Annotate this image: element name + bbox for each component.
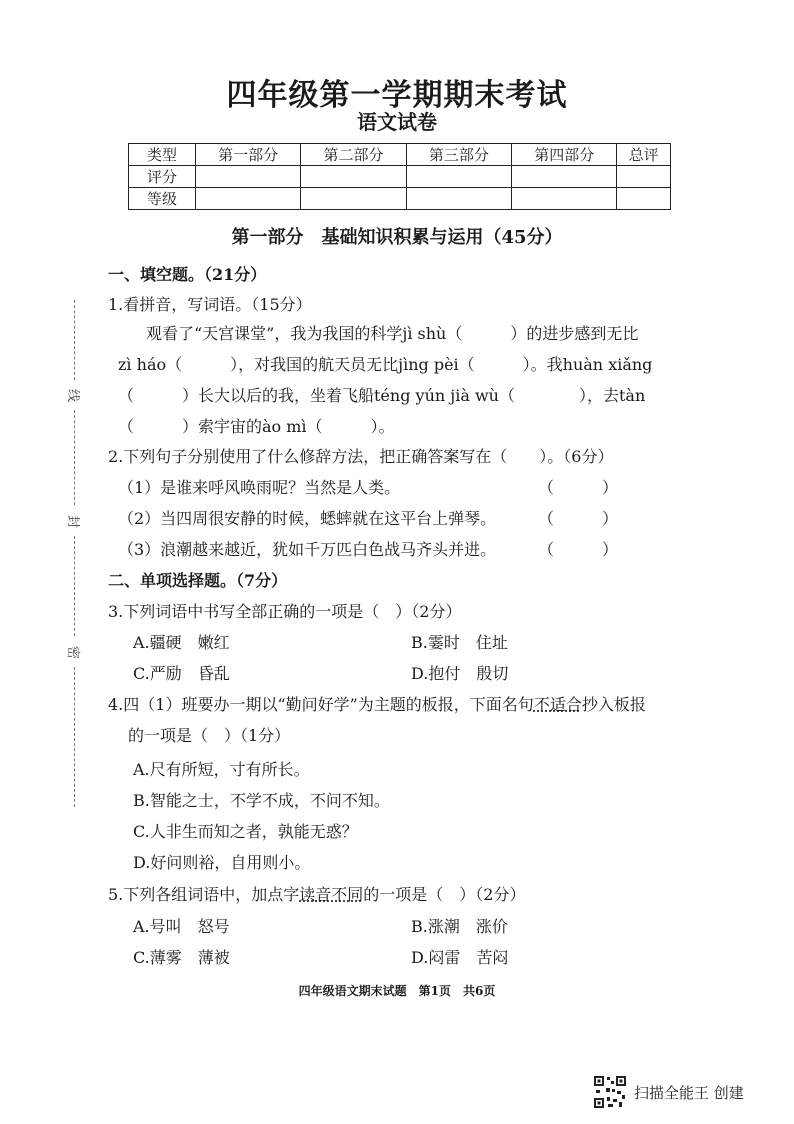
binding-label: 线 [65,388,81,403]
q2-item: （2）当四周很安静的时候，蟋蟀就在这平台上弹琴。 [118,509,497,528]
q4-option: B.智能之士，不学不成，不问不知。 [133,791,390,810]
score-header-cell: 第三部分 [406,144,511,166]
q5-option: B.涨潮 涨价 [411,917,508,936]
q2-title: 2.下列句子分别使用了什么修辞方法，把正确答案写在（ ）。（6分） [108,447,614,466]
q1-line: （ ）长大以后的我，坐着飞船téng yún jià wù（ ），去tàn [118,386,646,405]
q4-title-part: 抄入板报 [581,695,646,714]
q3-option: A.疆硬 嫩红 [133,633,230,652]
binding-label: 封 [65,514,81,529]
q2-item: （3）浪潮越来越近，犹如千万匹白色战马齐头并进。 [118,540,497,559]
score-cell[interactable] [512,166,617,188]
q4-option: C.人非生而知之者，孰能无惑？ [133,822,358,841]
score-cell[interactable] [301,188,406,210]
q4-emphasis: 不适合 [533,695,582,714]
q1-title: 1.看拼音，写词语。（15分） [108,295,312,314]
score-table-row [129,188,671,210]
binding-label: 密 [65,645,81,660]
binding-line [74,667,75,807]
score-table [128,143,671,210]
q5-option: A.号叫 怒号 [133,917,230,936]
q2-answer-blank[interactable]: （ ） [538,478,619,497]
score-cell[interactable] [406,166,511,188]
q3-option: C.严励 昏乱 [133,664,230,683]
binding-line [74,536,75,636]
score-header-cell: 类型 [129,144,196,166]
score-header-cell: 第二部分 [301,144,406,166]
q2-answer-blank[interactable]: （ ） [538,540,619,559]
score-cell[interactable] [301,166,406,188]
q5-title-part: 5.下列各组词语中，加点字 [108,885,300,904]
q4-option: D.好问则裕，自用则小。 [133,853,311,872]
q4-title-part: 4.四（1）班要办一期以“勤问好学”为主题的板报，下面名句 [108,695,534,714]
q5-option: C.薄雾 薄被 [133,948,230,967]
q3-title: 3.下列词语中书写全部正确的一项是（ ）（2分） [108,602,462,621]
q1-line: （ ）索宇宙的ào mì（ ）。 [118,417,395,436]
part1-heading: 第一部分 基础知识积累与运用（45分） [231,227,563,248]
scanner-watermark: 扫描全能王 创建 [634,1084,744,1102]
score-cell[interactable] [617,188,671,210]
score-table-header-row [129,144,671,166]
score-header-cell: 第一部分 [196,144,301,166]
q1-line: zì háo（ ），对我国的航天员无比jìng pèi（ ）。我huàn xiǎng [118,355,653,374]
score-header-cell: 总评 [617,144,671,166]
score-row-label: 等级 [129,188,196,210]
exam-title: 四年级第一学期期末考试 [226,78,568,113]
score-cell[interactable] [196,166,301,188]
q5-title-part: 的一项是（ ）（2分） [363,885,526,904]
score-row-label: 评分 [129,166,196,188]
page-footer: 四年级语文期末试题 第1页 共6页 [298,984,496,998]
exam-subtitle: 语文试卷 [357,110,437,134]
section1-title: 一、填空题。（21分） [108,265,267,284]
q3-option: D.抱付 殷切 [411,664,509,683]
section2-title: 二、单项选择题。（7分） [108,571,288,590]
q4-title [108,692,646,715]
q1-line: 观看了“天宫课堂”，我为我国的科学jì shù（ ）的进步感到无比 [146,324,639,343]
q2-answer-blank[interactable]: （ ） [538,509,619,528]
q5-title [108,882,525,905]
binding-line [74,410,75,505]
q4-option: A.尺有所短，寸有所长。 [133,760,310,779]
score-cell[interactable] [617,166,671,188]
q3-option: B.霎时 住址 [411,633,508,652]
q2-item: （1）是谁来呼风唤雨呢？当然是人类。 [118,478,401,497]
score-cell[interactable] [512,188,617,210]
q5-option: D.闷雷 苦闷 [411,948,509,967]
score-cell[interactable] [406,188,511,210]
score-table-row [129,166,671,188]
score-cell[interactable] [196,188,301,210]
q4-title-cont: 的一项是（ ）（1分） [128,726,291,745]
qr-code-icon [593,1075,627,1109]
score-header-cell: 第四部分 [512,144,617,166]
binding-line [74,300,75,380]
q5-emphasis: 读音不同 [299,885,364,904]
